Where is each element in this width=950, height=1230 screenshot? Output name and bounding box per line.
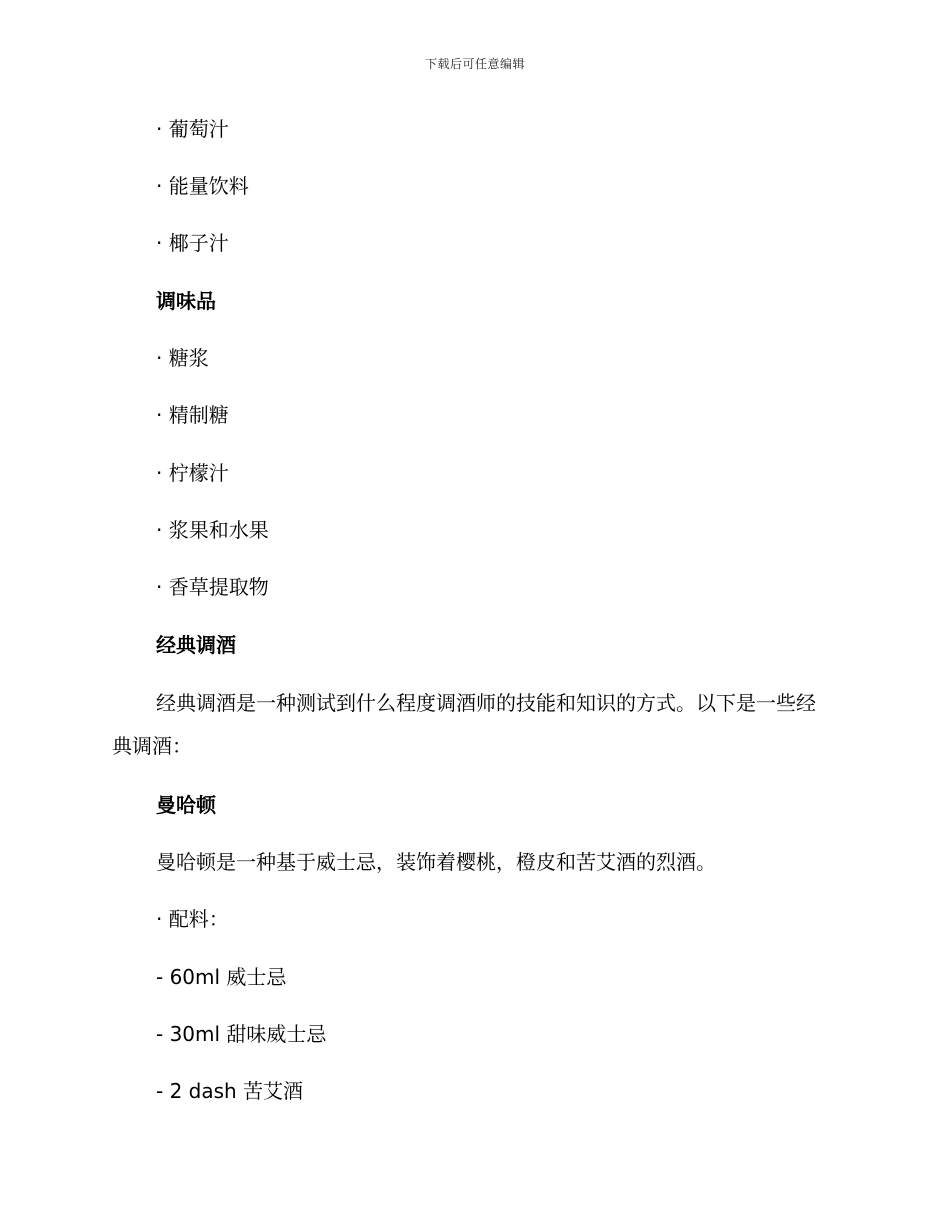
section-heading-classic-cocktails: 经典调酒 [156, 633, 236, 657]
ingredient-item: - 60ml 威士忌 [156, 965, 287, 989]
ingredient-item: - 2 dash 苦艾酒 [156, 1079, 304, 1103]
ingredient-item: - 30ml 甜味威士忌 [156, 1022, 327, 1046]
manhattan-ingredients-label: · 配料： [156, 907, 229, 931]
list-item-vanilla-extract: · 香草提取物 [156, 575, 269, 599]
section-heading-seasonings: 调味品 [156, 289, 216, 313]
paragraph-classic-cocktails: 经典调酒是一种测试到什么程度调酒师的技能和知识的方式。以下是一些经典调酒： [112, 691, 816, 758]
section-heading-manhattan: 曼哈顿 [156, 793, 216, 817]
list-item-berries-fruit: · 浆果和水果 [156, 518, 269, 542]
page-header: 下载后可任意编辑 [424, 57, 525, 71]
list-item-energy-drink: · 能量饮料 [156, 174, 249, 198]
list-item-lemon-juice: · 柠檬汁 [156, 461, 229, 485]
manhattan-description: 曼哈顿是一种基于威士忌，装饰着樱桃，橙皮和苦艾酒的烈酒。 [156, 850, 716, 874]
list-item-refined-sugar: · 精制糖 [156, 403, 229, 427]
list-item-syrup: · 糖浆 [156, 346, 209, 370]
list-item-grape-juice: · 葡萄汁 [156, 117, 229, 141]
list-item-coconut-juice: · 椰子汁 [156, 231, 229, 255]
